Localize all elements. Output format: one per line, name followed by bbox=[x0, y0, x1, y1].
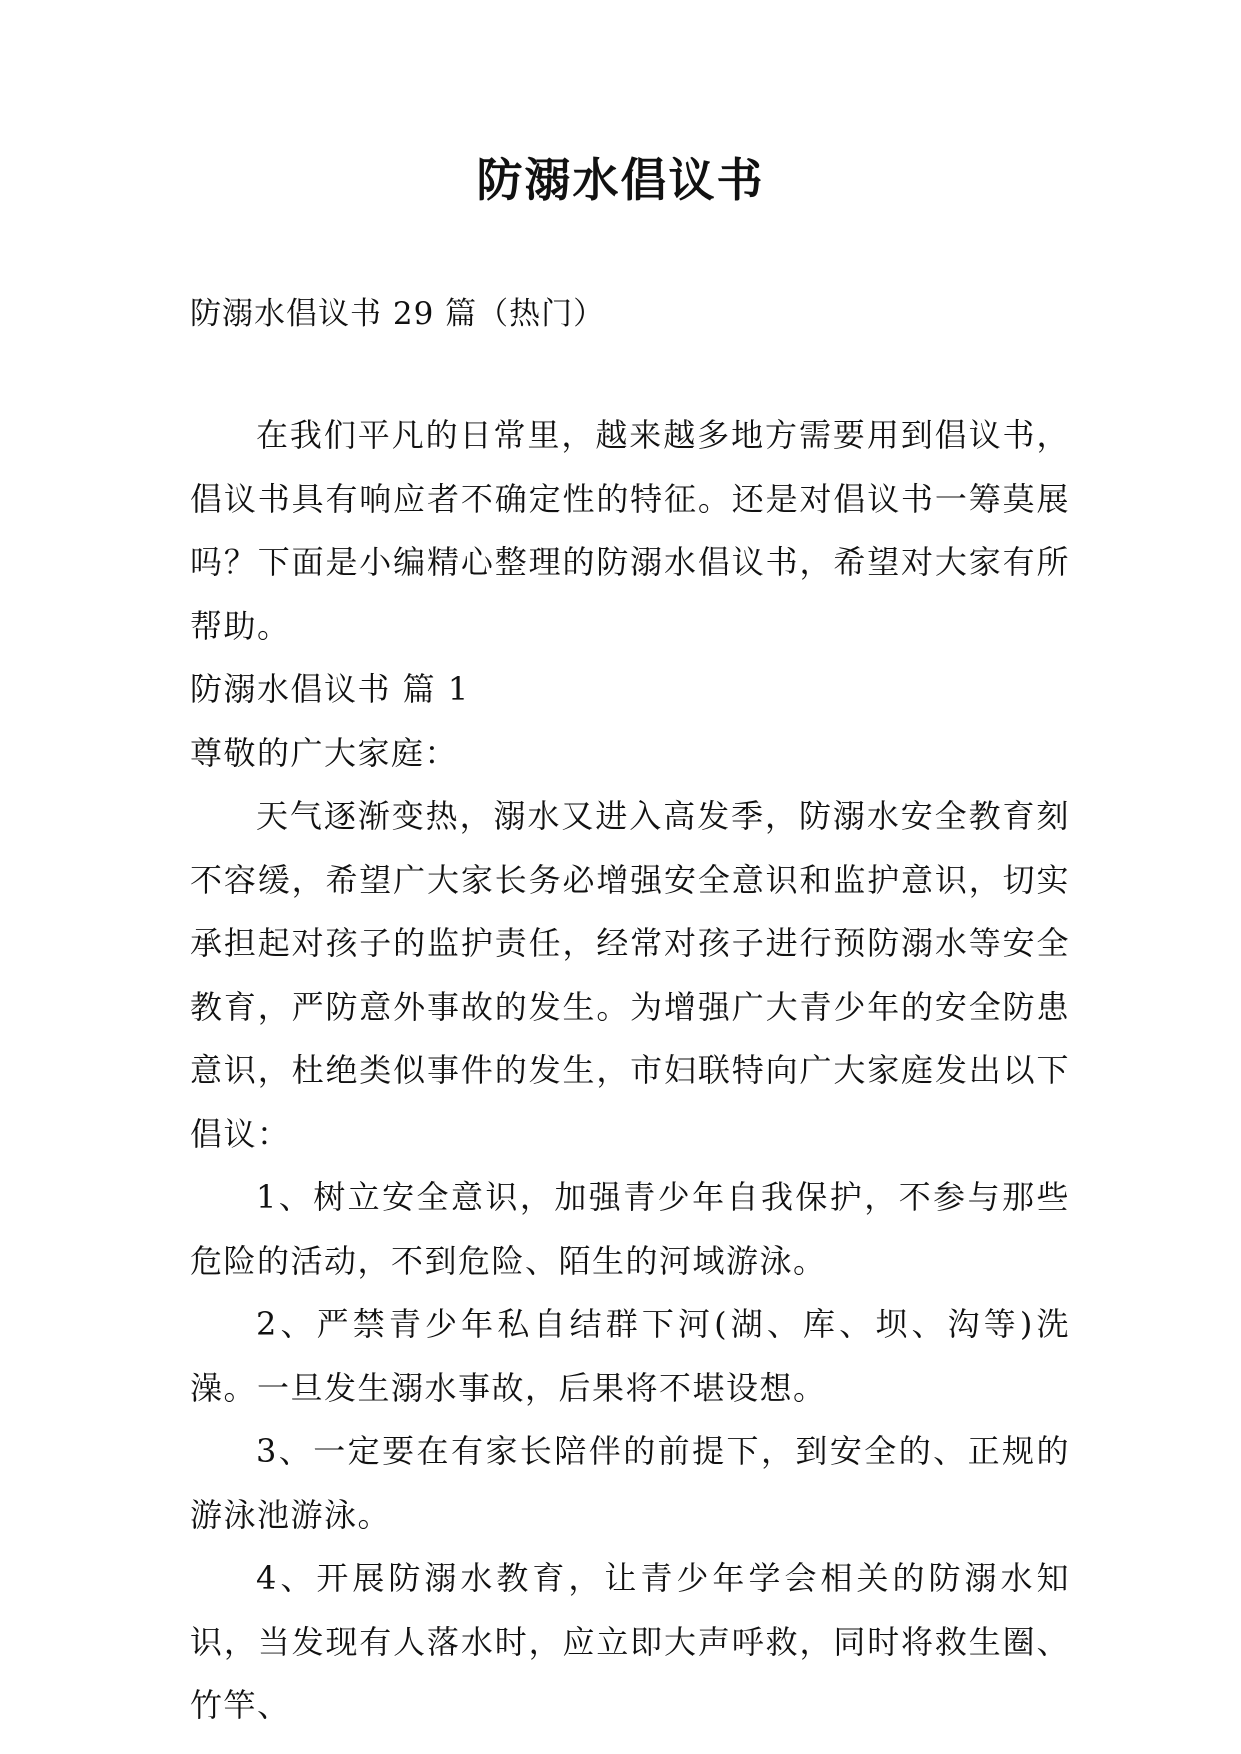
section-heading: 防溺水倡议书 篇 1 bbox=[190, 670, 470, 708]
proposal-item-3: 3、一定要在有家长陪伴的前提下，到安全的、正规的游泳池游泳。 bbox=[190, 1432, 1070, 1534]
body-paragraph: 天气逐渐变热，溺水又进入高发季，防溺水安全教育刻不容缓，希望广大家长务必增强安全意识和监护意识，切实承担起对孩子的监护责任，经常对孩子进行预防溺水等安全教育，严防意外事故的发生。为增强广大青少年的安全防患意识，杜绝类似事件的发生，市妇联特向广大家庭发出以下倡议： bbox=[190, 797, 1070, 1153]
intro-paragraph: 在我们平凡的日常里，越来越多地方需要用到倡议书，倡议书具有响应者不确定性的特征。还是对倡议书一筹莫展吗？下面是小编精心整理的防溺水倡议书，希望对大家有所帮助。 bbox=[190, 416, 1070, 645]
salutation: 尊敬的广大家庭： bbox=[190, 733, 459, 772]
proposal-item-4: 4、开展防溺水教育，让青少年学会相关的防溺水知识，当发现有人落水时，应立即大声呼救，同时将救生圈、竹竿、 bbox=[190, 1559, 1070, 1724]
proposal-item-1: 1、树立安全意识，加强青少年自我保护，不参与那些危险的活动，不到危险、陌生的河域游泳。 bbox=[190, 1178, 1070, 1280]
document-subtitle: 防溺水倡议书 29 篇（热门） bbox=[190, 296, 606, 332]
proposal-item-2: 2、严禁青少年私自结群下河(湖、库、坝、沟等)洗澡。一旦发生溺水事故，后果将不堪设想。 bbox=[190, 1305, 1070, 1407]
page-title: 防溺水倡议书 bbox=[476, 153, 765, 207]
document-body bbox=[190, 404, 1070, 1738]
